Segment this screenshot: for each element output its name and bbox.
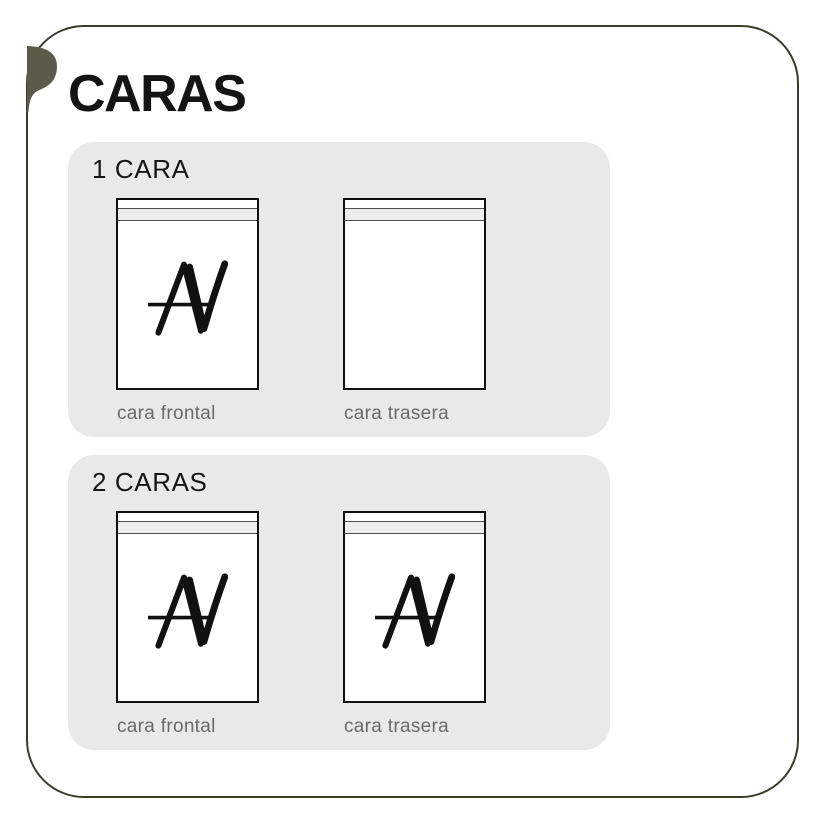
panel-2-caras: [68, 455, 610, 750]
card-caption: cara frontal: [117, 403, 216, 424]
panel-2-heading: 2 CARAS: [92, 467, 208, 497]
bookmark-tab-icon: [27, 46, 59, 112]
bag-front-preview: [116, 511, 259, 703]
bag-front-preview: [116, 198, 259, 390]
av-monogram-logo: [148, 260, 228, 338]
bag-seal-band: [118, 208, 257, 221]
card-caption: cara trasera: [344, 403, 449, 424]
card-front-2caras[interactable]: [116, 511, 259, 738]
bag-seal-band: [345, 521, 484, 534]
page-title: CARAS: [68, 65, 246, 123]
bag-back-preview: [343, 511, 486, 703]
card-caption: cara trasera: [344, 716, 449, 737]
card-back-2caras[interactable]: [343, 511, 486, 738]
av-monogram-logo: [148, 573, 228, 651]
bag-back-preview: [343, 198, 486, 390]
card-front-1cara[interactable]: [116, 198, 259, 425]
bag-seal-band: [345, 208, 484, 221]
panel-1-heading: 1 CARA: [92, 154, 190, 184]
card-back-1cara[interactable]: [343, 198, 486, 425]
panel-1-cara: [68, 142, 610, 437]
bag-seal-band: [118, 521, 257, 534]
av-monogram-logo: [375, 573, 455, 651]
card-caption: cara frontal: [117, 716, 216, 737]
